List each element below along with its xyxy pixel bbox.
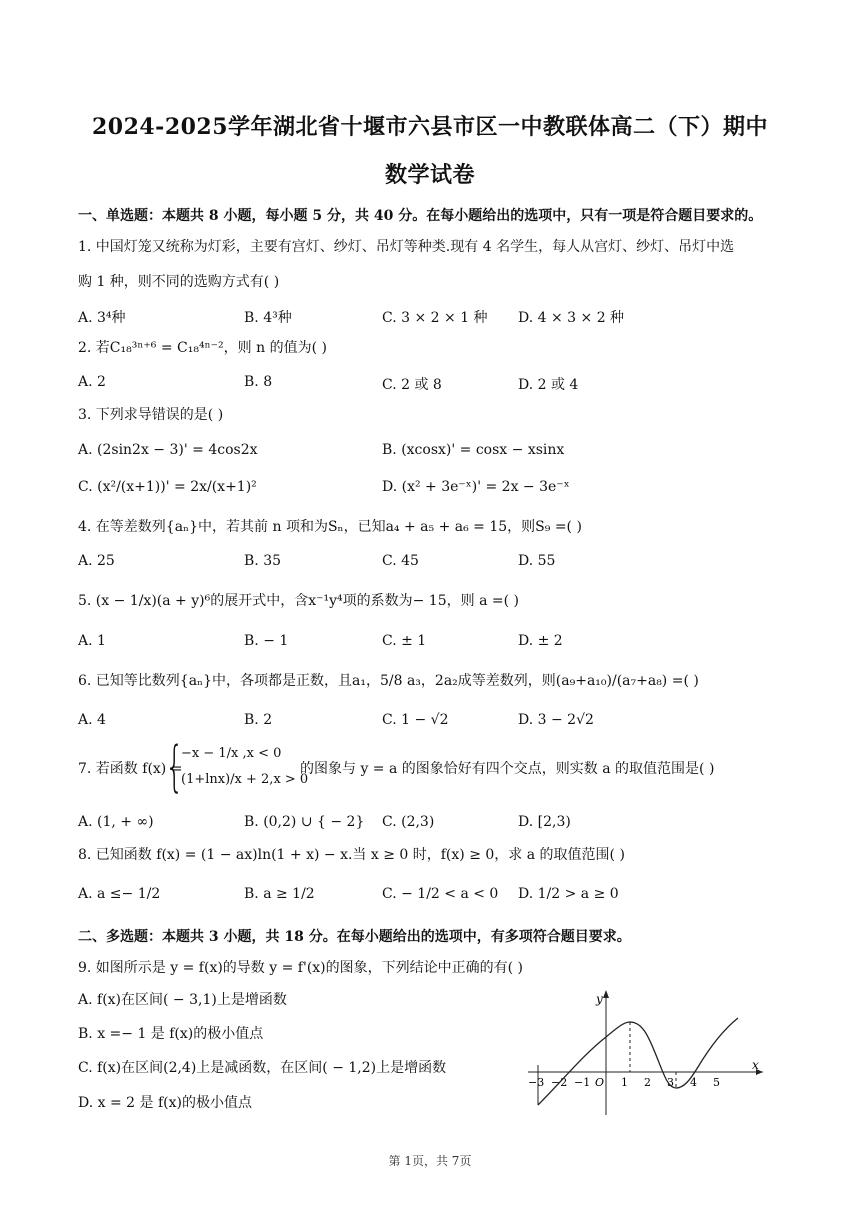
question-2-option-d: D. 2 或 4 (518, 377, 579, 393)
question-4-option-a: A. 25 (78, 553, 115, 569)
piecewise-brace: { (165, 735, 184, 798)
question-1-stem-line2: 购 1 种，则不同的选购方式有( ) (78, 274, 280, 290)
question-6-option-c: C. 1 − √2 (382, 712, 449, 728)
question-7-stem-prefix: 7. 若函数 f(x) = (78, 761, 183, 777)
question-5-option-c: C. ± 1 (382, 633, 427, 649)
question-7-option-b: B. (0,2) ∪ { − 2} (244, 814, 365, 830)
question-6-option-b: B. 2 (244, 712, 273, 728)
question-2-option-a: A. 2 (78, 374, 106, 390)
question-1-stem-line1: 1. 中国灯笼又统称为灯彩，主要有宫灯、纱灯、吊灯等种类.现有 4 名学生，每人从宫灯、纱灯、吊灯中选 (78, 239, 735, 255)
question-4-option-c: C. 45 (382, 553, 419, 569)
tick-label: 3 (667, 1076, 674, 1089)
question-6-option-d: D. 3 − 2√2 (518, 712, 594, 728)
question-9-option-c: C. f(x)在区间(2,4)上是减函数，在区间( − 1,2)上是增函数 (78, 1060, 447, 1076)
question-8-option-d: D. 1/2 > a ≥ 0 (518, 886, 619, 902)
x-axis-label: x (752, 1058, 759, 1072)
exam-subtitle: 数学试卷 (384, 162, 475, 188)
question-5-option-d: D. ± 2 (518, 633, 563, 649)
question-5-option-a: A. 1 (78, 633, 106, 649)
question-8-option-c: C. − 1/2 < a < 0 (382, 886, 499, 902)
question-2-option-c: C. 2 或 8 (382, 377, 442, 393)
question-9-option-a: A. f(x)在区间( − 3,1)上是增函数 (78, 992, 287, 1008)
question-9-stem: 9. 如图所示是 y = f(x)的导数 y = f'(x)的图象，下列结论中正确的有( ) (78, 960, 524, 976)
question-2-stem: 2. 若C₁₈³ⁿ⁺⁶ = C₁₈⁴ⁿ⁻²，则 n 的值为( ) (78, 340, 327, 356)
question-3-option-c: C. (x²/(x+1))' = 2x/(x+1)² (78, 479, 257, 495)
question-4-stem: 4. 在等差数列{aₙ}中，若其前 n 项和为Sₙ，已知a₄ + a₅ + a₆ = 15，则S₉ =( ) (78, 519, 582, 535)
question-7-stem-suffix: 的图象与 y = a 的图象恰好有四个交点，则实数 a 的取值范围是( ) (300, 761, 715, 777)
question-8-stem: 8. 已知函数 f(x) = (1 − ax)ln(1 + x) − x.当 x ≥ 0 时，f(x) ≥ 0，求 a 的取值范围( ) (78, 847, 625, 863)
piecewise-case-2: (1+lnx)/x + 2,x > 0 (181, 772, 309, 787)
exam-title: 2024-2025学年湖北省十堰市六县市区一中教联体高二（下）期中 (91, 114, 769, 140)
section-heading-multi-choice: 二、多选题：本题共 3 小题，共 18 分。在每小题给出的选项中，有多项符合题目要求。 (78, 929, 631, 945)
question-7-option-d: D. [2,3) (518, 814, 571, 830)
question-1-option-b: B. 4³种 (244, 310, 292, 326)
y-axis-arrow (603, 990, 609, 998)
question-3-option-b: B. (xcosx)' = cosx − xsinx (382, 442, 565, 458)
question-1-option-d: D. 4 × 3 × 2 种 (518, 310, 625, 326)
question-4-option-b: B. 35 (244, 553, 282, 569)
tick-label: −1 (574, 1076, 591, 1089)
piecewise-function (165, 735, 309, 798)
question-9-option-b: B. x =− 1 是 f(x)的极小值点 (78, 1026, 264, 1042)
question-5-stem: 5. (x − 1/x)(a + y)⁶的展开式中，含x⁻¹y⁴项的系数为− 15，则 a =( ) (78, 593, 519, 609)
tick-label: 2 (644, 1076, 651, 1089)
question-2-option-b: B. 8 (244, 374, 273, 390)
derivative-curve (538, 1018, 738, 1105)
section-heading-single-choice: 一、单选题：本题共 8 小题，每小题 5 分，共 40 分。在每小题给出的选项中，只有一项是符合题目要求的。 (78, 208, 763, 224)
page-footer: 第 1页，共 7页 (388, 1154, 472, 1168)
question-1-option-a: A. 3⁴种 (78, 310, 126, 326)
question-6-option-a: A. 4 (78, 712, 106, 728)
question-7-option-a: A. (1, + ∞) (78, 814, 154, 830)
tick-label: 5 (713, 1076, 720, 1089)
question-6-stem: 6. 已知等比数列{aₙ}中，各项都是正数，且a₁，5/8 a₃，2a₂成等差数列，则(a₉+a₁₀)/(a₇+a₈) =( ) (78, 673, 699, 689)
derivative-graph (518, 985, 768, 1120)
piecewise-case-1: −x − 1/x ,x < 0 (181, 746, 282, 761)
question-8-option-b: B. a ≥ 1/2 (244, 886, 315, 902)
question-3-stem: 3. 下列求导错误的是( ) (78, 407, 224, 423)
question-1-option-c: C. 3 × 2 × 1 种 (382, 310, 488, 326)
question-7-option-c: C. (2,3) (382, 814, 435, 830)
tick-label: 4 (690, 1076, 697, 1089)
tick-label: 1 (621, 1076, 628, 1089)
question-3-option-d: D. (x² + 3e⁻ˣ)' = 2x − 3e⁻ˣ (382, 479, 570, 495)
question-3-option-a: A. (2sin2x − 3)' = 4cos2x (78, 442, 258, 458)
question-5-option-b: B. − 1 (244, 633, 289, 649)
origin-label: O (595, 1076, 605, 1089)
y-axis-label: y (596, 992, 603, 1006)
tick-label: −2 (551, 1076, 568, 1089)
tick-label: −3 (528, 1076, 545, 1089)
question-9-option-d: D. x = 2 是 f(x)的极小值点 (78, 1095, 252, 1111)
question-4-option-d: D. 55 (518, 553, 556, 569)
question-8-option-a: A. a ≤− 1/2 (78, 886, 161, 902)
